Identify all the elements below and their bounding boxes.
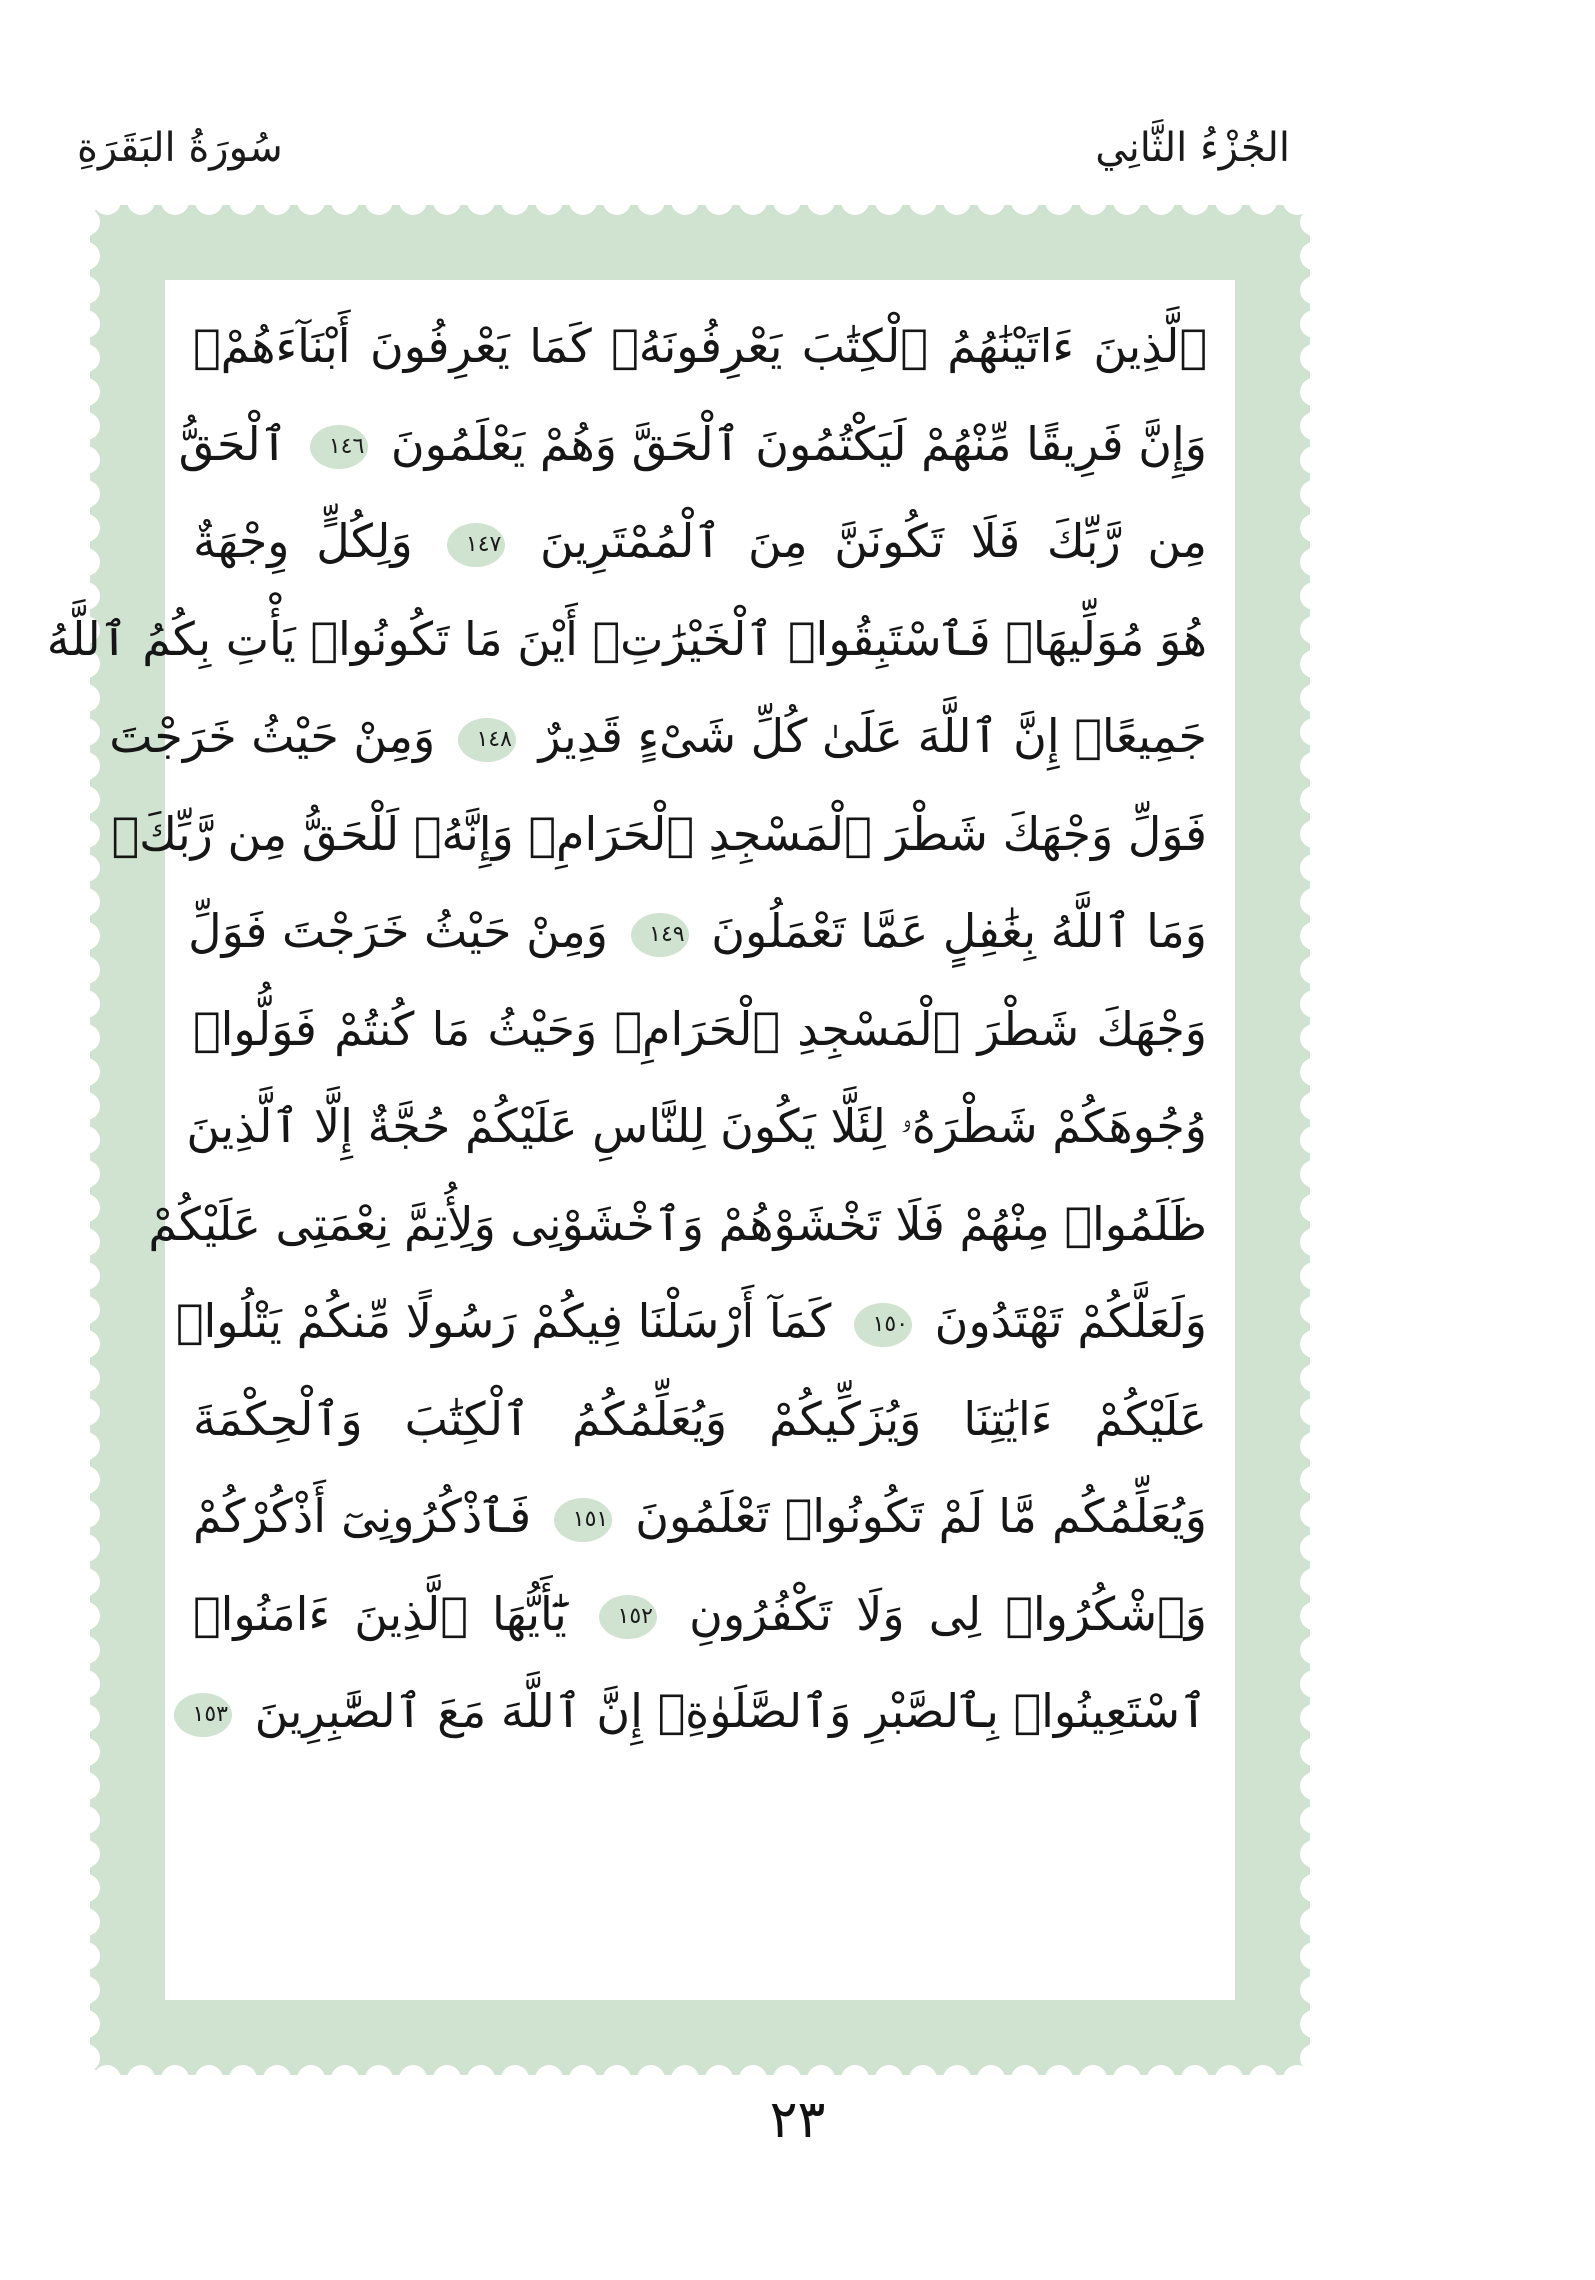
scallop-notch: [1300, 718, 1328, 746]
verse-line: [193, 1371, 1207, 1469]
scallop-notch: [1300, 2044, 1328, 2072]
scallop-notch: [1300, 1466, 1328, 1494]
verse-text: وَيُعَلِّمُكُم مَّا لَمْ تَكُونُوا۟ تَعْلَمُونَ: [635, 1489, 1208, 1543]
scallop-notch: [1300, 344, 1328, 372]
scallop-notch: [773, 187, 801, 215]
scallop-notch: [72, 1330, 100, 1358]
scallop-notch: [1300, 990, 1328, 1018]
scallop-notch: [1300, 548, 1328, 576]
verse-text: ٱسْتَعِينُوا۟ بِٱلصَّبْرِ وَٱلصَّلَوٰةِۚ إِنَّ ٱللَّهَ مَعَ ٱلصَّٰبِرِينَ: [254, 1684, 1207, 1738]
scallop-notch: [1300, 1160, 1328, 1188]
scallop-notch: [365, 187, 393, 215]
scallop-notch: [72, 1432, 100, 1460]
scallop-notch: [705, 187, 733, 215]
scallop-notch: [1300, 1636, 1328, 1664]
scallop-notch: [569, 187, 597, 215]
scallop-notch: [72, 786, 100, 814]
scallop-notch: [72, 1738, 100, 1766]
scallop-notch: [1079, 187, 1107, 215]
scallop-notch: [72, 310, 100, 338]
verse-line: [186, 1078, 1207, 1176]
scallop-notch: [72, 242, 100, 270]
scallop-notch: [72, 1942, 100, 1970]
scallop-notch: [93, 187, 121, 215]
scallop-notch: [72, 1908, 100, 1936]
scallop-notch: [1300, 1840, 1328, 1868]
verse-line: [109, 688, 1207, 786]
scallop-notch: [72, 1058, 100, 1086]
scallop-notch: [1300, 208, 1328, 236]
scallop-notch: [1300, 1976, 1328, 2004]
scallop-notch: [1300, 378, 1328, 406]
page-number: ٢٣: [769, 2090, 826, 2150]
ayah-number-marker: ١٤٧: [447, 523, 505, 567]
verse-text: ظَلَمُوا۟ مِنْهُمْ فَلَا تَخْشَوْهُمْ وَٱخْشَوْنِى وَلِأُتِمَّ نِعْمَتِى عَلَيْكُمْ: [148, 1196, 1207, 1251]
verse-line: [188, 883, 1207, 981]
scallop-notch: [72, 854, 100, 882]
scallop-notch: [72, 1398, 100, 1426]
scallop-notch: [1300, 922, 1328, 950]
scallop-notch: [1300, 752, 1328, 780]
ayah-number-marker: ١٥١: [554, 1498, 612, 1542]
scallop-notch: [72, 820, 100, 848]
scallop-notch: [1300, 1874, 1328, 1902]
scallop-notch: [1300, 1568, 1328, 1596]
scallop-notch: [1300, 1806, 1328, 1834]
scallop-notch: [1215, 187, 1243, 215]
scallop-notch: [1147, 187, 1175, 215]
verse-text: فَٱذْكُرُونِىٓ أَذْكُرْكُمْ: [193, 1489, 532, 1543]
scallop-notch: [331, 187, 359, 215]
verse-line: [193, 298, 1207, 396]
scallop-notch: [72, 1194, 100, 1222]
scallop-notch: [72, 514, 100, 542]
scallop-notch: [1300, 480, 1328, 508]
scallop-notch: [1300, 1602, 1328, 1630]
scallop-notch: [72, 684, 100, 712]
scallop-notch: [72, 276, 100, 304]
scallop-notch: [72, 922, 100, 950]
scallop-notch: [501, 187, 529, 215]
verse-line: [193, 1468, 1207, 1566]
ayah-number-marker: ١٥٠: [854, 1303, 912, 1347]
verse-text: وَلِكُلٍّ وِجْهَةٌ: [193, 514, 413, 568]
scallop-notch: [72, 1840, 100, 1868]
scallop-notch: [1300, 1296, 1328, 1324]
scallop-notch: [72, 1466, 100, 1494]
ayah-number-marker: ١٤٨: [458, 718, 516, 762]
scallop-notch: [72, 956, 100, 984]
scallop-notch: [72, 1534, 100, 1562]
scallop-notch: [72, 446, 100, 474]
scallop-notch: [72, 1364, 100, 1392]
scallop-notch: [1300, 854, 1328, 882]
scallop-notch: [297, 187, 325, 215]
scallop-notch: [943, 187, 971, 215]
scallop-notch: [1300, 310, 1328, 338]
scallop-notch: [72, 1228, 100, 1256]
scallop-notch: [1300, 1670, 1328, 1698]
scallop-notch: [1300, 1058, 1328, 1086]
scallop-notch: [72, 1772, 100, 1800]
scallop-notch: [72, 1704, 100, 1732]
scallop-notch: [909, 187, 937, 215]
scallop-notch: [72, 412, 100, 440]
verse-text: وَمِنْ حَيْثُ خَرَجْتَ فَوَلِّ: [188, 904, 608, 958]
scallop-notch: [1300, 1262, 1328, 1290]
scallop-notch: [603, 187, 631, 215]
scallop-notch: [72, 208, 100, 236]
scallop-notch: [72, 1568, 100, 1596]
scallop-notch: [433, 187, 461, 215]
scallop-notch: [399, 187, 427, 215]
verse-text: وَمِنْ حَيْثُ خَرَجْتَ: [109, 709, 436, 763]
scallop-notch: [72, 1262, 100, 1290]
verse-text: ٱلَّذِينَ ءَاتَيْنَٰهُمُ ٱلْكِتَٰبَ يَعْرِفُونَهُۥ كَمَا يَعْرِفُونَ أَبْنَآءَهُمْۖ: [193, 319, 1207, 373]
scallop-notch: [72, 718, 100, 746]
verse-line: [193, 1566, 1207, 1664]
scallop-notch: [1249, 187, 1277, 215]
verse-text: هُوَ مُوَلِّيهَاۖ فَٱسْتَبِقُوا۟ ٱلْخَيْرَٰتِۚ أَيْنَ مَا تَكُونُوا۟ يَأْتِ بِكُمُ ٱللَّهُ: [46, 611, 1207, 666]
ayah-number-marker: ١٥٣: [174, 1693, 232, 1737]
ayah-number-marker: ١٤٦: [310, 425, 368, 469]
ayah-number-marker: ١٥٢: [599, 1595, 657, 1639]
surah-title: سُورَةُ البَقَرَةِ: [77, 125, 283, 171]
scallop-notch: [1300, 1228, 1328, 1256]
scallop-notch: [72, 548, 100, 576]
scallop-notch: [72, 1126, 100, 1154]
scallop-notch: [1300, 514, 1328, 542]
scallop-notch: [1011, 187, 1039, 215]
verse-text: جَمِيعًاۚ إِنَّ ٱللَّهَ عَلَىٰ كُلِّ شَىْءٍ قَدِيرٌ: [538, 709, 1207, 763]
scallop-notch: [1300, 820, 1328, 848]
verse-text: وَمَا ٱللَّهُ بِغَٰفِلٍ عَمَّا تَعْمَلُونَ: [711, 904, 1207, 958]
scallop-notch: [72, 1296, 100, 1324]
scallop-notch: [72, 888, 100, 916]
scallop-notch: [72, 1602, 100, 1630]
scallop-notch: [1300, 582, 1328, 610]
scallop-notch: [263, 187, 291, 215]
scallop-notch: [1300, 276, 1328, 304]
verse-text: عَلَيْكُمْ ءَايَٰتِنَا وَيُزَكِّيكُمْ وَيُعَلِّمُكُمُ ٱلْكِتَٰبَ وَٱلْحِكْمَةَ: [193, 1391, 1207, 1446]
scallop-notch: [1300, 956, 1328, 984]
scallop-notch: [72, 1500, 100, 1528]
verse-text: كَمَآ أَرْسَلْنَا فِيكُمْ رَسُولًا مِّنكُمْ يَتْلُوا۟: [175, 1294, 832, 1348]
scallop-notch: [72, 1806, 100, 1834]
scallop-notch: [1300, 1432, 1328, 1460]
scallop-notch: [467, 187, 495, 215]
verse-text: فَوَلِّ وَجْهَكَ شَطْرَ ٱلْمَسْجِدِ ٱلْحَرَامِۖ وَإِنَّهُۥ لَلْحَقُّ مِن رَّبِّكَۗ: [111, 806, 1207, 861]
scallop-notch: [72, 752, 100, 780]
scallop-notch: [1300, 1942, 1328, 1970]
scallop-notch: [72, 1670, 100, 1698]
verse-text: ٱلْحَقُّ: [178, 416, 288, 471]
scallop-notch: [671, 187, 699, 215]
scallop-notch: [72, 2010, 100, 2038]
verse-text: وَٱشْكُرُوا۟ لِى وَلَا تَكْفُرُونِ: [689, 1586, 1207, 1641]
scallop-notch: [72, 990, 100, 1018]
verse-text-panel: [46, 280, 1235, 2000]
scallop-notch: [637, 187, 665, 215]
verse-text: مِن رَّبِّكَ فَلَا تَكُونَنَّ مِنَ ٱلْمُمْتَرِينَ: [540, 514, 1208, 568]
scallop-notch: [1300, 1398, 1328, 1426]
scallop-notch: [229, 187, 257, 215]
scallop-notch: [72, 1092, 100, 1120]
scallop-notch: [72, 1160, 100, 1188]
scallop-notch: [72, 1024, 100, 1052]
scallop-notch: [195, 187, 223, 215]
verse-line: [175, 1273, 1207, 1371]
verse-text: وَجْهَكَ شَطْرَ ٱلْمَسْجِدِ ٱلْحَرَامِۚ وَحَيْثُ مَا كُنتُمْ فَوَلُّوا۟: [193, 1001, 1207, 1056]
scallop-notch: [72, 2044, 100, 2072]
scallop-notch: [1300, 616, 1328, 644]
scallop-notch: [1300, 1092, 1328, 1120]
verse-line: [193, 981, 1207, 1079]
scallop-notch: [1045, 187, 1073, 215]
scallop-notch: [1300, 1908, 1328, 1936]
scallop-notch: [72, 1636, 100, 1664]
scallop-notch: [739, 187, 767, 215]
scallop-notch: [977, 187, 1005, 215]
scallop-notch: [1300, 1126, 1328, 1154]
scallop-notch: [875, 187, 903, 215]
verse-text: وَإِنَّ فَرِيقًا مِّنْهُمْ لَيَكْتُمُونَ ٱلْحَقَّ وَهُمْ يَعْلَمُونَ: [390, 416, 1207, 471]
scallop-notch: [1300, 1772, 1328, 1800]
verse-line: [46, 591, 1207, 689]
scallop-notch: [72, 1976, 100, 2004]
scallop-notch: [1113, 187, 1141, 215]
scallop-notch: [1300, 1364, 1328, 1392]
verse-text: وَلَعَلَّكُمْ تَهْتَدُونَ: [934, 1294, 1207, 1348]
scallop-notch: [535, 187, 563, 215]
scallop-notch: [1300, 786, 1328, 814]
verse-line: [193, 493, 1207, 591]
scallop-notch: [1300, 1704, 1328, 1732]
scallop-notch: [1300, 1194, 1328, 1222]
scallop-notch: [72, 1874, 100, 1902]
scallop-notch: [807, 187, 835, 215]
scallop-notch: [1300, 684, 1328, 712]
scallop-notch: [1300, 446, 1328, 474]
scallop-notch: [1300, 1534, 1328, 1562]
verse-line: [178, 396, 1207, 494]
scallop-notch: [1300, 242, 1328, 270]
ayah-number-marker: ١٤٩: [631, 913, 689, 957]
scallop-notch: [161, 187, 189, 215]
scallop-notch: [1300, 1500, 1328, 1528]
verse-line: [148, 1176, 1207, 1274]
scallop-notch: [127, 187, 155, 215]
scallop-notch: [72, 378, 100, 406]
scallop-notch: [1300, 1330, 1328, 1358]
scallop-notch: [1300, 2010, 1328, 2038]
verse-text: يَٰٓأَيُّهَا ٱلَّذِينَ ءَامَنُوا۟: [193, 1586, 567, 1641]
scallop-notch: [72, 480, 100, 508]
verse-line: [193, 1663, 1207, 1761]
verse-line: [111, 786, 1207, 884]
verse-text: وُجُوهَكُمْ شَطْرَهُۥ لِئَلَّا يَكُونَ لِلنَّاسِ عَلَيْكُمْ حُجَّةٌ إِلَّا ٱلَّذِينَ: [186, 1099, 1207, 1153]
scallop-notch: [1181, 187, 1209, 215]
scallop-notch: [1300, 888, 1328, 916]
scallop-notch: [1300, 650, 1328, 678]
scallop-notch: [72, 344, 100, 372]
scallop-notch: [1300, 412, 1328, 440]
ornamental-frame: [46, 205, 1310, 2075]
scallop-notch: [1300, 1024, 1328, 1052]
scallop-notch: [841, 187, 869, 215]
juz-title: الجُزْءُ الثَّانِي: [1095, 125, 1290, 171]
scallop-notch: [1300, 1738, 1328, 1766]
